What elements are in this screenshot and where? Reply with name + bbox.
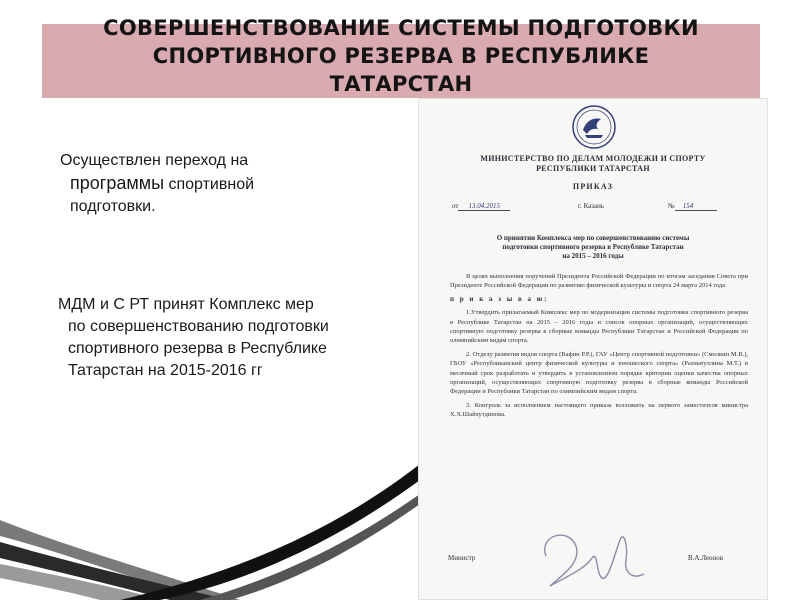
bullet-1-line-2: спортивной bbox=[164, 176, 255, 193]
order-paragraph-3: 3. Контроль за исполнением настоящего приказа возложить на первого заместителя министра Х.Х.Шайхутдинова. bbox=[450, 401, 748, 419]
order-date bbox=[452, 202, 510, 210]
order-heading: ПРИКАЗ bbox=[572, 182, 614, 191]
tatarstan-emblem-icon bbox=[571, 104, 617, 150]
ministry-line-2: РЕСПУБЛИКИ ТАТАРСТАН bbox=[536, 164, 650, 173]
number-value: 154 bbox=[675, 202, 718, 211]
number-prefix: № bbox=[668, 202, 675, 210]
bullet-1-line-1: Осуществлен переход на bbox=[60, 152, 249, 169]
bullet-1-emphasis: программы bbox=[70, 173, 165, 193]
order-paragraph-preamble: В целях выполнения поручений Президента Российской Федерации по итогам заседания Совета при Президенте Российской Федерации по развитию физической культуры и спорта 24 марта 2014 года bbox=[450, 273, 748, 290]
subject-line-1: О принятии Комплекса мер по совершенствованию системы bbox=[496, 234, 690, 242]
bullet-complex bbox=[58, 294, 403, 382]
bullet-2-line-2: по совершенствованию подготовки bbox=[68, 318, 329, 335]
title-line-1: СОВЕРШЕНСТВОВАНИЕ СИСТЕМЫ ПОДГОТОВКИ bbox=[103, 16, 699, 40]
order-paragraph-2: 2. Отделу развития видов спорта (Вафин Р.Р.), ГАУ «Центр спортивной подготовки» (Смолкин М.В.), ГБОУ «Республиканский центр физической культуры и юношеского спорта» (Рахматуллина М.Т.) в месячный срок разработать и утвердить в установленном порядке критерии оценки качества опорных организаций, осуществляющих спортивную подготовку резерва в сборные команды Российской Федерации и Республики Татарстан по олимпийским видам спорта. bbox=[450, 350, 748, 396]
subject-line-3: на 2015 – 2016 годы bbox=[562, 252, 624, 260]
signer-name: В.А.Леонов bbox=[688, 554, 724, 562]
order-paragraph-1: 1.Утвердить прилагаемый Комплекс мер по модернизации системы подготовки спортивного резерва в Республике Татарстан на 2015 – 2016 годы и список опорных организаций, осуществляющих спортивную подготовку резерва в сборные команды Республики Татарстан и Российской Федерации по олимпийским видам спорта. bbox=[450, 309, 748, 345]
bullet-2-line-3: спортивного резерва в Республике bbox=[68, 340, 327, 357]
date-prefix: от bbox=[452, 202, 459, 210]
ministry-line-1: МИНИСТЕРСТВО ПО ДЕЛАМ МОЛОДЕЖИ И СПОРТУ bbox=[480, 154, 706, 163]
order-document-image bbox=[418, 98, 768, 600]
order-city: г. Казань bbox=[578, 202, 605, 210]
subject-line-2: подготовки спортивного резерва в Республике Татарстан bbox=[502, 243, 684, 251]
order-number bbox=[668, 202, 717, 210]
order-directive-word: п р и к а з ы в а ю: bbox=[450, 294, 549, 303]
bullet-2-line-1: МДМ и С РТ принят Комплекс мер bbox=[58, 296, 314, 313]
handwritten-signature bbox=[528, 516, 658, 596]
ministry-header bbox=[418, 154, 768, 174]
bullet-1-line-3: подготовки. bbox=[70, 198, 156, 215]
order-body bbox=[450, 272, 748, 424]
decorative-swoosh bbox=[0, 424, 420, 600]
slide-title bbox=[42, 14, 760, 98]
order-subject bbox=[418, 234, 768, 261]
bullet-2-line-4: Татарстан на 2015-2016 гг bbox=[68, 362, 263, 379]
bullet-transition bbox=[60, 150, 360, 218]
signer-title: Министр bbox=[448, 554, 476, 562]
title-line-2: СПОРТИВНОГО РЕЗЕРВА В РЕСПУБЛИКЕ bbox=[152, 44, 650, 68]
date-value: 13.04.2015 bbox=[458, 202, 510, 211]
title-line-3: ТАТАРСТАН bbox=[329, 72, 473, 96]
